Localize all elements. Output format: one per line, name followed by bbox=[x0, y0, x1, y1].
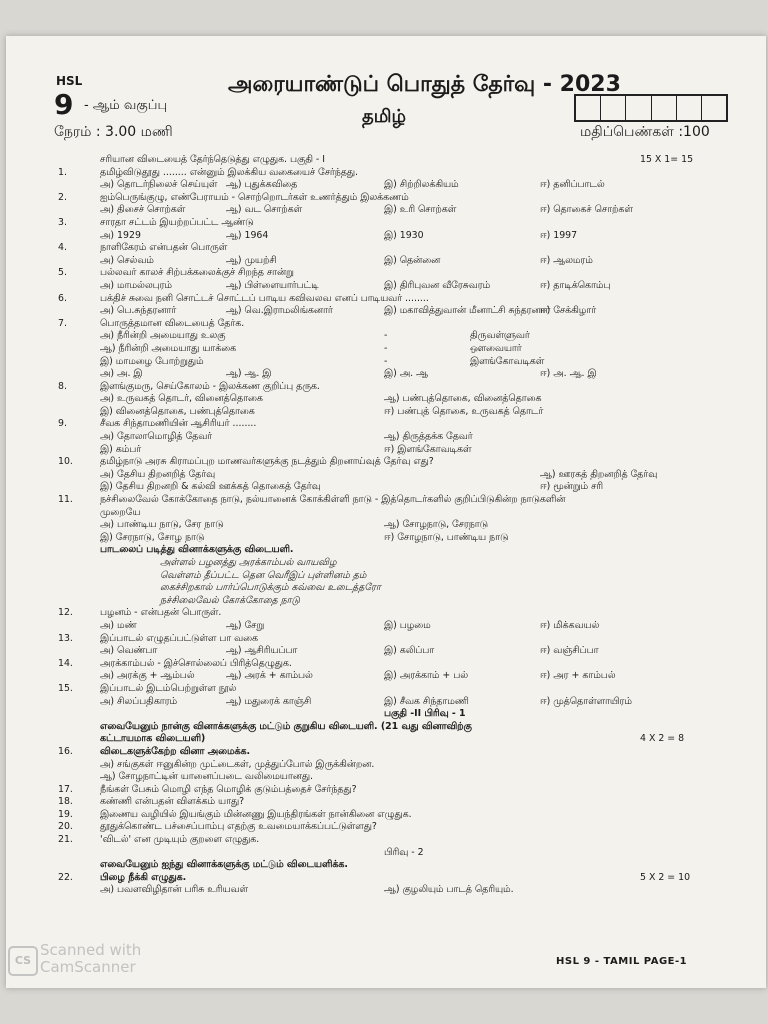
option-b: ஆ) முயற்சி bbox=[226, 254, 277, 266]
option-b: ஆ) ஆசிரியப்பா bbox=[226, 645, 298, 657]
option-c: இ) திரிபுவன வீரேசுவரம் bbox=[384, 279, 491, 291]
question-text: நச்சிலைவேல் கோக்கோதை நாடு, நல்யானைக் கோக்கிள்ளி நாடு - இத்தொடர்களில் குறிப்பிடுகின்ற நாடுகளின் bbox=[100, 494, 566, 506]
option-a: அ) தேசிய திறனறித் தேர்வு bbox=[100, 468, 216, 480]
question-number: 2. bbox=[58, 191, 67, 203]
question-text: 'விடல்' என முடியும் குறளை எழுதுக. bbox=[100, 834, 260, 846]
option-a: அ) திசைச் சொற்கள் bbox=[100, 204, 186, 216]
question-row bbox=[0, 633, 760, 646]
option-a: அ) அரக்கு + ஆம்பல் bbox=[100, 670, 195, 682]
question-number: 17. bbox=[58, 783, 73, 795]
question-row bbox=[0, 658, 760, 671]
option-a: அ) மாமல்லபுரம் bbox=[100, 279, 172, 291]
question-row bbox=[0, 456, 760, 469]
total-marks: மதிப்பெண்கள் :100 bbox=[580, 124, 710, 140]
option-a: அ) மண் bbox=[100, 619, 137, 631]
option-d: ஈ) தொகைச் சொற்கள் bbox=[540, 204, 633, 216]
content-row bbox=[0, 847, 760, 860]
question-row bbox=[0, 293, 760, 306]
option-a: அ) தொடர்நிலைச் செய்யுள் bbox=[100, 179, 218, 191]
question-row bbox=[0, 192, 760, 205]
marks-scheme: 15 X 1= 15 bbox=[640, 154, 694, 165]
option-d: ஈ) தாடிக்கொம்பு bbox=[540, 279, 611, 291]
match-right: ஔவையார் bbox=[470, 342, 522, 354]
middle-text: - bbox=[384, 355, 388, 367]
match-right: இளங்கோவடிகள் bbox=[470, 355, 545, 367]
camscanner-logo-icon: CS bbox=[8, 946, 38, 976]
option-b: ஆ) அரக் + காம்பல் bbox=[226, 670, 313, 682]
register-number-boxes bbox=[574, 94, 728, 122]
option-d: ஈ) மூன்றும் சரி bbox=[540, 481, 604, 493]
camscanner-watermark bbox=[6, 942, 196, 982]
question-text: கண்ணி என்பதன் விளக்கம் யாது? bbox=[100, 796, 245, 808]
question-number: 22. bbox=[58, 871, 73, 883]
poem-line: வெள்ளம் தீப்பட்ட தென வெரீஇப் புள்ளினம் தம் bbox=[160, 569, 367, 581]
option-a: இ) வினைத்தொகை, பண்புத்தொகை bbox=[100, 405, 255, 417]
option-d: ஈ) 1997 bbox=[540, 229, 578, 241]
option-c: இ) சீவக சிந்தாமணி bbox=[384, 695, 469, 707]
question-row bbox=[0, 821, 760, 834]
option-c: இ) பழமை bbox=[384, 619, 431, 631]
content-row bbox=[0, 280, 760, 293]
option-b: ஆ) வெ.இராமலிங்கனார் bbox=[226, 305, 333, 317]
question-text: சரியான விடையைத் தேர்ந்தெடுத்து எழுதுக. பகுதி - I bbox=[100, 154, 326, 165]
content-row bbox=[0, 759, 760, 772]
question-text: முறையே bbox=[100, 506, 141, 518]
option-b: ஆ) பிள்ளையார்பட்டி bbox=[226, 279, 319, 291]
content-row bbox=[0, 406, 760, 419]
question-text: பல்லவர் காலச் சிற்பக்கலைக்குச் சிறந்த சான்று bbox=[100, 267, 294, 279]
option-c: ஈ) பண்புத் தொகை, உருவகத் தொடர் bbox=[384, 405, 544, 417]
match-right: திருவள்ளுவர் bbox=[470, 330, 530, 342]
content-row bbox=[0, 179, 760, 192]
question-text: தமிழ்விடுதூது ........ என்னும் இலக்கிய வகையைச் சேர்ந்தது. bbox=[100, 166, 359, 178]
watermark-line-2: CamScanner bbox=[40, 958, 136, 976]
question-number: 6. bbox=[58, 292, 67, 304]
option-d: ஈ) தனிப்பாடல் bbox=[540, 179, 605, 191]
content-row bbox=[0, 343, 760, 356]
exam-duration: நேரம் : 3.00 மணி bbox=[54, 124, 173, 140]
option-b: ஆ) மதுரைக் காஞ்சி bbox=[226, 695, 312, 707]
option-c: இ) அரக்காம் + பல் bbox=[384, 670, 469, 682]
question-number: 3. bbox=[58, 216, 67, 228]
question-row bbox=[0, 607, 760, 620]
question-row bbox=[0, 167, 760, 180]
option-a: இ) தேசிய திறனறி & கல்வி ஊக்கத் தொகைத் தேர்வு bbox=[100, 481, 321, 493]
question-number: 8. bbox=[58, 380, 67, 392]
school-code: HSL bbox=[56, 74, 83, 88]
content-row bbox=[0, 444, 760, 457]
question-text: பொருத்தமான விடையைத் தேர்க. bbox=[100, 317, 245, 329]
question-number: 16. bbox=[58, 745, 73, 757]
question-text: நீங்கள் பேசும் மொழி எந்த மொழிக் குடும்பத்தைச் சேர்ந்தது? bbox=[100, 783, 357, 795]
question-row bbox=[0, 809, 760, 822]
question-row bbox=[0, 242, 760, 255]
content-row bbox=[0, 255, 760, 268]
option-a: அ) பாண்டிய நாடு, சேர நாடு bbox=[100, 519, 224, 531]
content-row bbox=[0, 431, 760, 444]
watermark-line-1: Scanned with bbox=[40, 941, 142, 959]
option-c: இ) மகாவித்துவான் மீனாட்சி சுந்தரனார் bbox=[384, 305, 551, 317]
question-row bbox=[0, 683, 760, 696]
poem-line: அள்ளல் பழனத்து அரக்காம்பல் வாயவிழ bbox=[160, 557, 337, 568]
question-list bbox=[0, 154, 760, 897]
option-a: அ) செல்வம் bbox=[100, 254, 154, 266]
question-text: நாளிகேரம் என்பதன் பொருள் bbox=[100, 242, 228, 254]
question-number: 14. bbox=[58, 657, 73, 669]
question-text: பக்திச் சுவை நனி சொட்டச் சொட்டப் பாடிய கவிவலவ எனப் பாடியவர் ........ bbox=[100, 292, 429, 304]
option-a: அ) தோலாமொழித் தேவர் bbox=[100, 431, 213, 443]
content-row bbox=[0, 557, 760, 570]
option-b: ஆ) புதுக்கவிதை bbox=[226, 179, 298, 191]
option-a: அ) சிலப்பதிகாரம் bbox=[100, 695, 178, 707]
option-b: ஆ) சேறு bbox=[226, 619, 265, 631]
option-a: அ) உருவகத் தொடர், வினைத்தொகை bbox=[100, 393, 263, 405]
content-row bbox=[0, 708, 760, 721]
question-number: 20. bbox=[58, 821, 73, 833]
option-c: ஆ) சோழநாடு, சேரநாடு bbox=[384, 519, 488, 531]
exam-title: அரையாண்டுப் பொதுத் தேர்வு - 2023 bbox=[228, 72, 621, 97]
content-row bbox=[0, 544, 760, 557]
grade-label: - ஆம் வகுப்பு bbox=[84, 98, 168, 113]
content-row bbox=[0, 884, 760, 897]
content-row bbox=[0, 481, 760, 494]
marks-scheme: 5 X 2 = 10 bbox=[640, 871, 691, 883]
question-text: இளங்குமரு, செய்கோலம் - இலக்கண குறிப்பு தருக. bbox=[100, 380, 320, 392]
option-c: ஈ) இளங்கோவடிகள் bbox=[384, 443, 472, 455]
marks-scheme: 4 X 2 = 8 bbox=[640, 733, 685, 745]
content-row bbox=[0, 570, 760, 583]
content-row bbox=[0, 469, 760, 482]
grade-number: 9 bbox=[54, 88, 74, 121]
content-row bbox=[0, 582, 760, 595]
option-c: இ) உரி சொற்கள் bbox=[384, 204, 457, 216]
question-number: 9. bbox=[58, 418, 67, 430]
content-row bbox=[0, 368, 760, 381]
question-number: 21. bbox=[58, 834, 73, 846]
question-number: 5. bbox=[58, 267, 67, 279]
question-number: 1. bbox=[58, 166, 67, 178]
question-text: சீவக சிந்தாமணியின் ஆசிரியர் ........ bbox=[100, 418, 257, 430]
question-row bbox=[0, 217, 760, 230]
question-row bbox=[0, 418, 760, 431]
option-a: அ) அ. இ bbox=[100, 368, 143, 380]
question-text: இணைய வழியில் இயங்கும் மின்னணு இயந்திரங்கள் நான்கினை எழுதுக. bbox=[100, 808, 412, 820]
option-d: ஈ) ஆலமரம் bbox=[540, 254, 593, 266]
question-number: 19. bbox=[58, 808, 73, 820]
question-number: 4. bbox=[58, 242, 67, 254]
page-footer: HSL 9 - TAMIL PAGE-1 bbox=[556, 956, 688, 967]
question-text: பிழை நீக்கி எழுதுக. bbox=[100, 871, 187, 883]
question-text: விடைகளுக்கேற்ற வினா அமைக்க. bbox=[100, 745, 251, 757]
option-d: ஆ) ஊரகத் திறனறித் தேர்வு bbox=[540, 468, 658, 480]
content-row bbox=[0, 859, 760, 872]
option-c: ஈ) சோழநாடு, பாண்டிய நாடு bbox=[384, 531, 509, 543]
question-text: கட்டாயமாக விடையளி) bbox=[100, 733, 206, 745]
question-text: பாடலைப் படித்து வினாக்களுக்கு விடையளி. bbox=[100, 544, 294, 556]
content-row bbox=[0, 330, 760, 343]
question-number: 10. bbox=[58, 456, 73, 468]
question-text: அரக்காம்பல் - இச்சொல்லைப் பிரித்தெழுதுக. bbox=[100, 657, 292, 669]
question-number: 13. bbox=[58, 632, 73, 644]
middle-text: பகுதி -II பிரிவு - 1 bbox=[384, 708, 466, 720]
middle-text: - bbox=[384, 342, 388, 354]
question-text: அ) சங்குகள் ஈனுகின்ற முட்டைகள், முத்துப்போல் இருக்கின்றன. bbox=[100, 758, 375, 770]
option-d: ஈ) அர + காம்பல் bbox=[540, 670, 616, 682]
content-row bbox=[0, 532, 760, 545]
question-row bbox=[0, 746, 760, 759]
question-number: 18. bbox=[58, 796, 73, 808]
question-number: 12. bbox=[58, 607, 73, 619]
content-row bbox=[0, 356, 760, 369]
content-row bbox=[0, 204, 760, 217]
middle-text: ஆ) குழலியும் பாடத் தெரியும். bbox=[384, 884, 514, 896]
question-text: தூதுக்கொண்ட பச்சைப்பாம்பு எதற்கு உவமையாக்கப்பட்டுள்ளது? bbox=[100, 821, 377, 833]
content-row bbox=[0, 696, 760, 709]
poem-line: கைச்சிறகால் பார்ப்பொடுக்கும் கவ்வை உடைத்தரோ bbox=[160, 582, 381, 594]
option-c: இ) 1930 bbox=[384, 229, 424, 241]
question-text: இ) மாமழை போற்றுதும் bbox=[100, 355, 204, 367]
middle-text: பிரிவு - 2 bbox=[384, 846, 424, 858]
option-d: ஈ) அ. ஆ. இ bbox=[540, 368, 597, 380]
question-text: பழனம் - என்பதன் பொருள். bbox=[100, 607, 222, 619]
content-row bbox=[0, 721, 760, 734]
question-text: அ) நீரின்றி அமையாது உலகு bbox=[100, 330, 226, 342]
option-d: ஈ) முத்தொள்ளாயிரம் bbox=[540, 695, 632, 707]
question-number: 15. bbox=[58, 682, 73, 694]
question-text: எவையேனும் ஐந்து வினாக்களுக்கு மட்டும் விடையளிக்க. bbox=[100, 859, 348, 871]
content-row bbox=[0, 305, 760, 318]
option-a: இ) கம்பர் bbox=[100, 443, 142, 455]
content-row bbox=[0, 519, 760, 532]
question-text: அ) பவளவிழிதான் பரிசு உரியவள் bbox=[100, 884, 248, 896]
option-d: ஈ) சேக்கிழார் bbox=[540, 305, 597, 317]
question-row bbox=[0, 784, 760, 797]
option-a: அ) வெண்பா bbox=[100, 645, 158, 657]
option-a: அ) பெ.சுந்தரனார் bbox=[100, 305, 177, 317]
content-row bbox=[0, 620, 760, 633]
option-a: இ) சேரநாடு, சோழ நாடு bbox=[100, 531, 205, 543]
question-row bbox=[0, 834, 760, 847]
option-b: ஆ) 1964 bbox=[226, 229, 269, 241]
option-c: இ) தென்னை bbox=[384, 254, 441, 266]
subject-title: தமிழ் bbox=[362, 106, 406, 127]
question-row bbox=[0, 872, 760, 885]
content-row bbox=[0, 230, 760, 243]
question-row bbox=[0, 796, 760, 809]
question-row bbox=[0, 318, 760, 331]
content-row bbox=[0, 670, 760, 683]
option-b: ஆ) வட சொற்கள் bbox=[226, 204, 303, 216]
question-row bbox=[0, 267, 760, 280]
option-d: ஈ) மிக்கவயல் bbox=[540, 619, 600, 631]
question-number: 7. bbox=[58, 317, 67, 329]
option-c: இ) அ. ஆ bbox=[384, 368, 428, 380]
question-text: இப்பாடல் எழுதப்பட்டுள்ள பா வகை bbox=[100, 632, 259, 644]
content-row bbox=[0, 645, 760, 658]
question-text: எவையேனும் நான்கு வினாக்களுக்கு மட்டும் குறுகிய விடையளி. (21 வது வினாவிற்கு bbox=[100, 720, 472, 732]
question-text: ஐம்பெருங்குழு, எண்பேராயம் - சொற்றொடர்கள் உணர்த்தும் இலக்கணம் bbox=[100, 191, 409, 203]
question-text: சாரதா சட்டம் இயற்றப்பட்ட ஆண்டு bbox=[100, 216, 254, 228]
question-number: 11. bbox=[58, 494, 73, 506]
option-c: ஆ) திருத்தக்க தேவர் bbox=[384, 431, 473, 443]
question-text: தமிழ்நாடு அரசு கிராமப்புற மாணவர்களுக்கு நடத்தும் திறனாய்வுத் தேர்வு எது? bbox=[100, 456, 434, 468]
option-a: அ) 1929 bbox=[100, 229, 141, 241]
question-text: ஆ) சோழநாட்டின் யானைப்படை வலிமையானது. bbox=[100, 771, 313, 783]
option-c: ஆ) பண்புத்தொகை, வினைத்தொகை bbox=[384, 393, 542, 405]
middle-text: - bbox=[384, 330, 388, 342]
question-row bbox=[0, 381, 760, 394]
question-text: ஆ) நீரின்றி அமையாது யாக்கை bbox=[100, 342, 237, 354]
option-b: ஆ) ஆ. இ bbox=[226, 368, 272, 380]
content-row bbox=[0, 595, 760, 608]
content-row bbox=[0, 733, 760, 746]
content-row bbox=[0, 771, 760, 784]
option-d: ஈ) வஞ்சிப்பா bbox=[540, 645, 599, 657]
question-text: இப்பாடல் இடம்பெற்றுள்ள நூல் bbox=[100, 682, 237, 694]
poem-line: நச்சிலைவேல் கோக்கோதை நாடு bbox=[160, 594, 300, 606]
content-row bbox=[0, 507, 760, 520]
content-row bbox=[0, 393, 760, 406]
option-c: இ) சிற்றிலக்கியம் bbox=[384, 179, 459, 191]
option-c: இ) கலிப்பா bbox=[384, 645, 435, 657]
content-row bbox=[0, 154, 760, 167]
question-row bbox=[0, 494, 760, 507]
